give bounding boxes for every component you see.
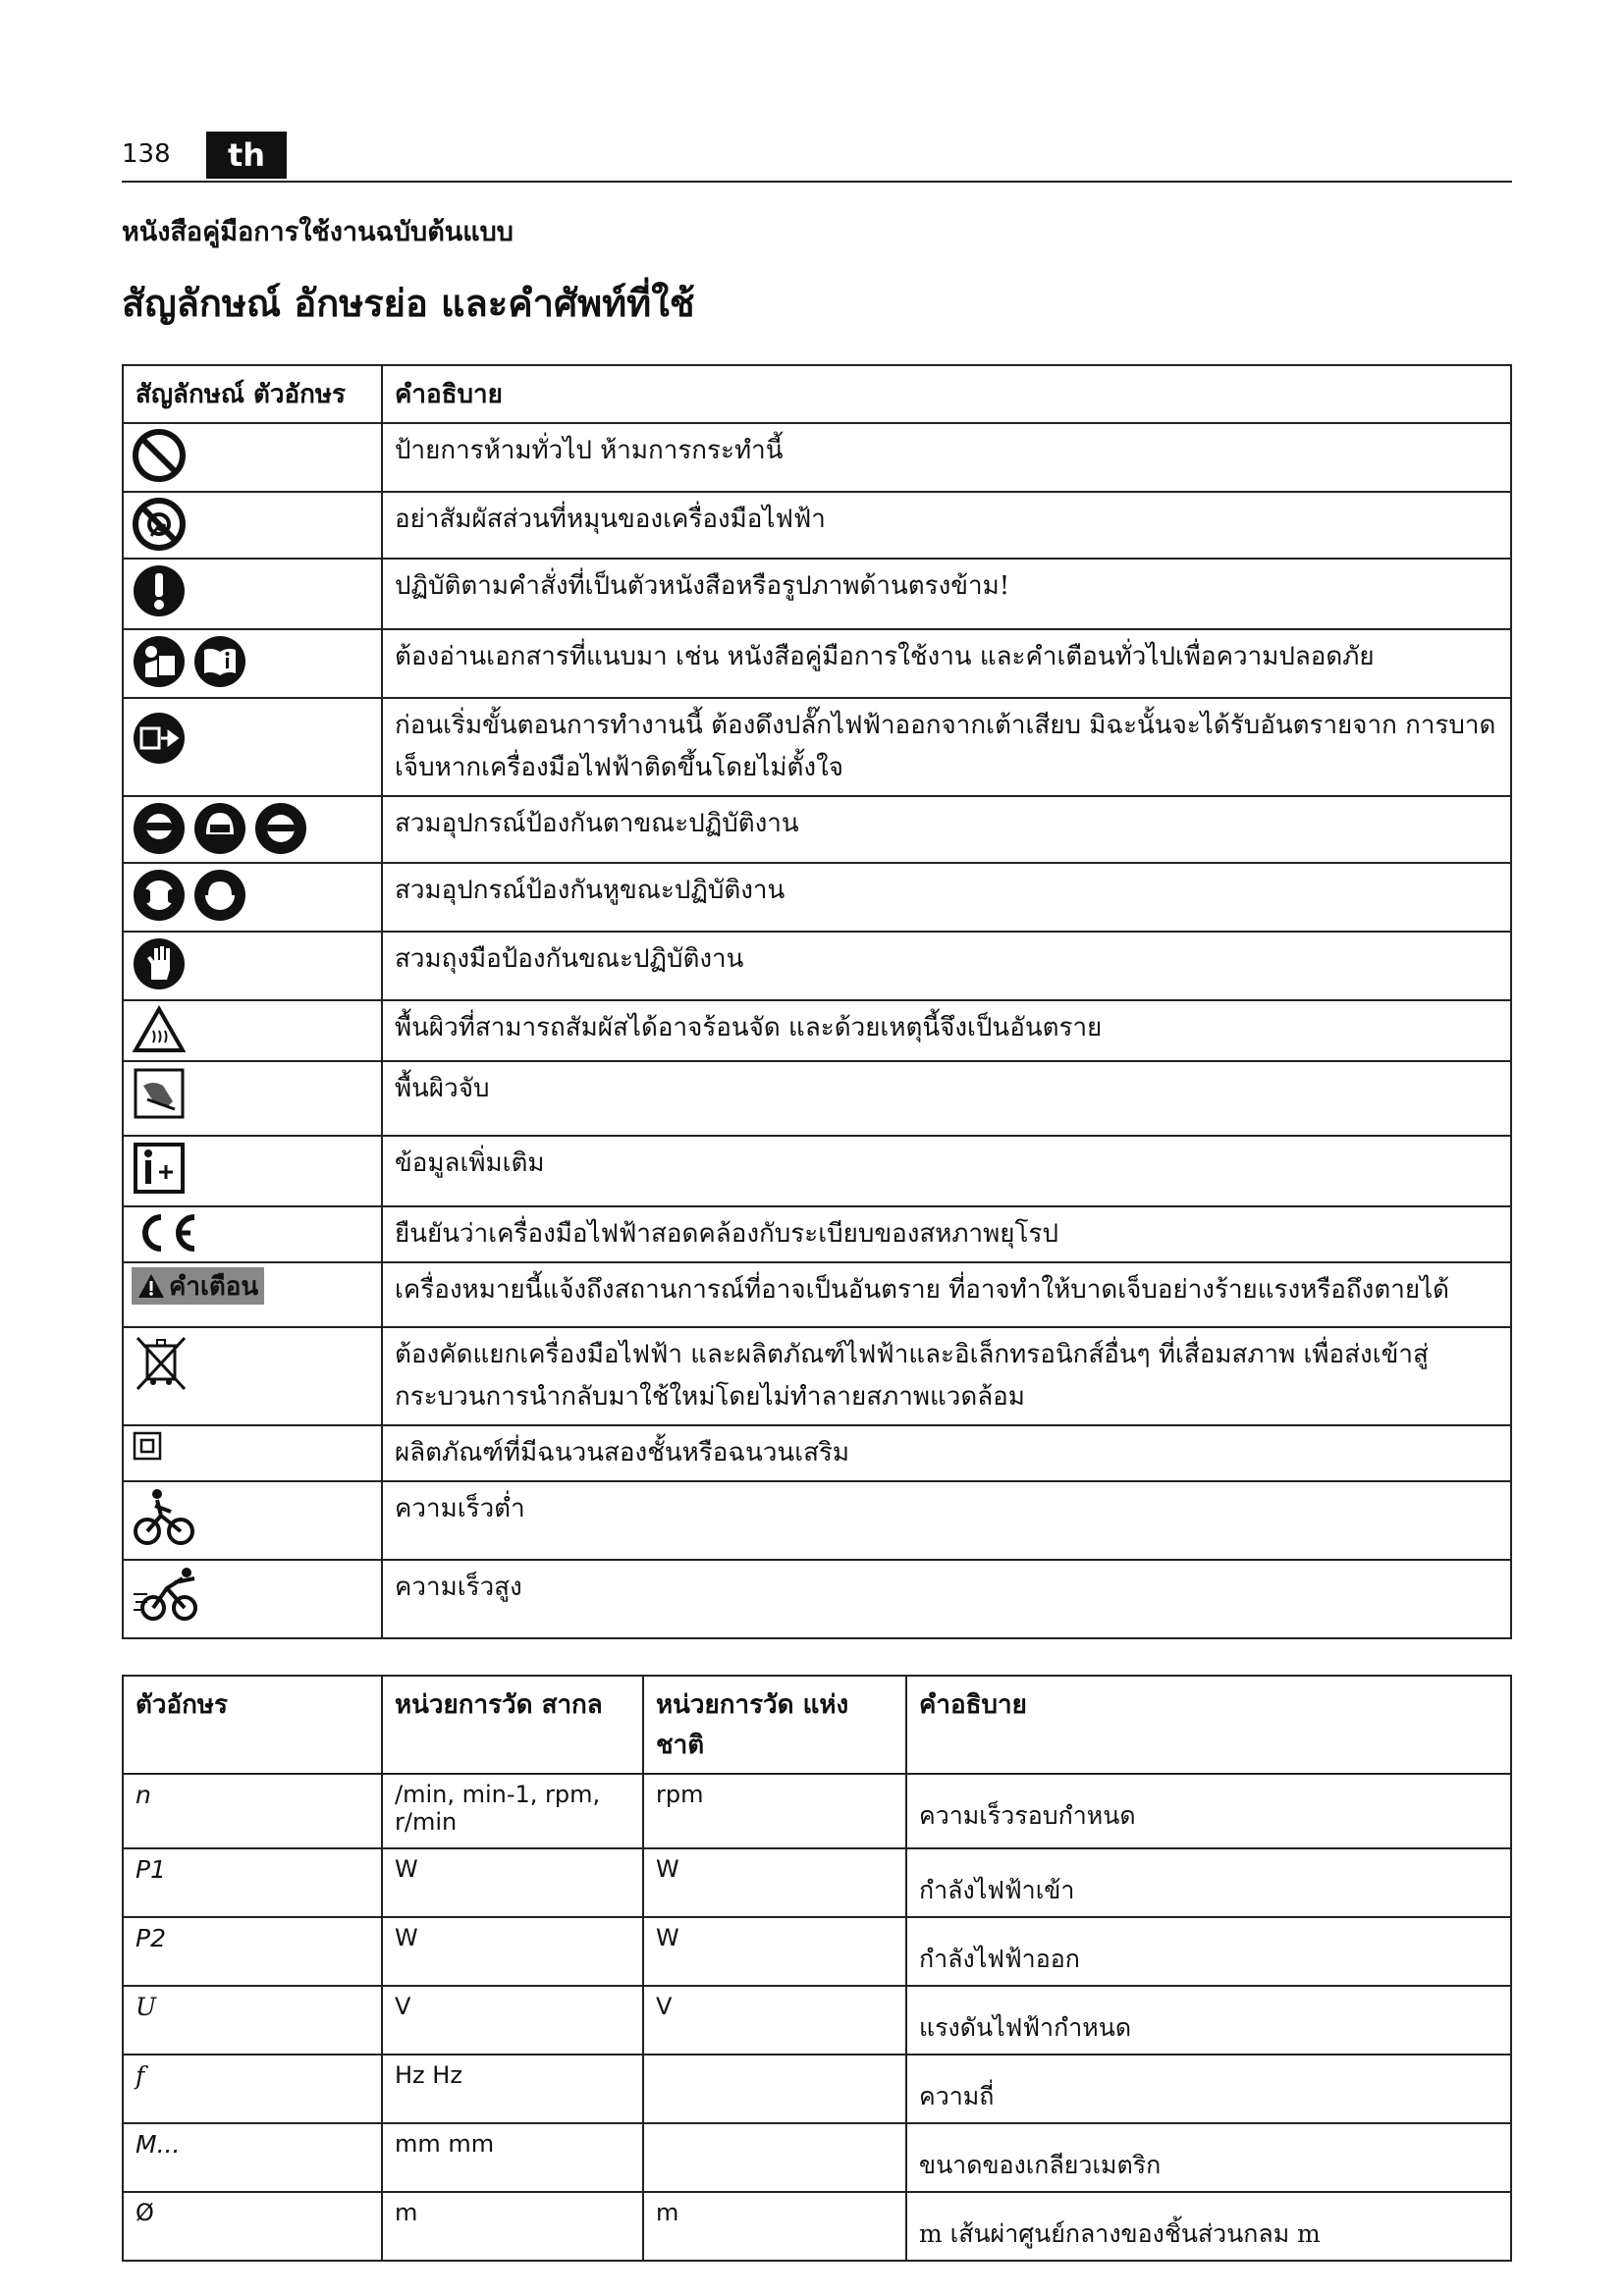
additional-info-icon <box>132 1141 187 1196</box>
table-row <box>123 1327 1511 1425</box>
document-subtitle: หนังสือคู่มือการใช้งานฉบับต้นแบบ <box>122 217 514 247</box>
table-row <box>123 1425 1511 1481</box>
table-row <box>123 1481 1511 1560</box>
symbol-description: ความเร็วต่ำ <box>382 1481 1511 1560</box>
abbr-national-unit: rpm <box>643 1774 906 1848</box>
symbol-description: ความเร็วสูง <box>382 1560 1511 1638</box>
abbr-symbol: M... <box>123 2123 382 2192</box>
symbol-description: ป้ายการห้ามทั่วไป ห้ามการกระทำนี้ <box>382 423 1511 492</box>
info-manual-icon <box>192 634 247 689</box>
language-tab <box>206 132 408 179</box>
high-speed-icon <box>132 1565 206 1624</box>
warning-triangle-icon <box>137 1273 165 1299</box>
gloves-icon <box>132 936 187 991</box>
abbr-symbol: U <box>123 1986 382 2055</box>
symbol-description: สวมถุงมือป้องกันขณะปฏิบัติงาน <box>382 932 1511 1000</box>
abbr-national-unit: m <box>643 2192 906 2261</box>
table-row <box>123 1061 1511 1136</box>
abbreviations-table <box>122 1675 1512 2262</box>
table-row <box>123 1848 1511 1917</box>
col-description-header: คำอธิบาย <box>906 1676 1511 1774</box>
ce-mark-icon <box>132 1211 200 1255</box>
symbol-description: พื้นผิวจับ <box>382 1061 1511 1136</box>
table-row <box>123 2055 1511 2123</box>
hot-surface-icon <box>132 1005 187 1054</box>
glasses-icon <box>253 801 308 856</box>
safety-goggles-icon <box>132 801 187 856</box>
warning-label-icon <box>132 1267 264 1305</box>
table-header-row <box>123 1676 1511 1774</box>
abbr-symbol: P1 <box>123 1848 382 1917</box>
abbr-intl-unit: W <box>382 1848 643 1917</box>
table-row <box>123 2123 1511 2192</box>
col-intl-unit-header: หน่วยการวัด สากล <box>382 1676 643 1774</box>
symbol-description: ต้องอ่านเอกสารที่แนบมา เช่น หนังสือคู่มือการใช้งาน และคำเตือนทั่วไปเพื่อความปลอดภัย <box>382 629 1511 698</box>
table-row <box>123 863 1511 932</box>
col-letter-header: ตัวอักษร <box>123 1676 382 1774</box>
abbr-intl-unit: W <box>382 1917 643 1986</box>
abbr-national-unit <box>643 2123 906 2192</box>
warning-label-text: คำเตือน <box>169 1271 259 1302</box>
table-row <box>123 1774 1511 1848</box>
abbr-national-unit: W <box>643 1917 906 1986</box>
symbol-description: ยืนยันว่าเครื่องมือไฟฟ้าสอดคล้องกับระเบียบของสหภาพยุโรป <box>382 1206 1511 1262</box>
symbol-description: สวมอุปกรณ์ป้องกันตาขณะปฏิบัติงาน <box>382 796 1511 863</box>
symbol-description: สวมอุปกรณ์ป้องกันหูขณะปฏิบัติงาน <box>382 863 1511 932</box>
page-title: สัญลักษณ์ อักษรย่อ และคำศัพท์ที่ใช้ <box>122 281 695 325</box>
double-insulation-icon <box>132 1430 163 1462</box>
weee-disposal-icon <box>132 1332 190 1393</box>
grip-surface-icon <box>132 1066 187 1121</box>
abbr-symbol: P2 <box>123 1917 382 1986</box>
low-speed-icon <box>132 1486 196 1549</box>
col-national-unit-header: หน่วยการวัด แห่งชาติ <box>643 1676 906 1774</box>
abbr-symbol: n <box>123 1774 382 1848</box>
table-row <box>123 1262 1511 1327</box>
symbol-description: ต้องคัดแยกเครื่องมือไฟฟ้า และผลิตภัณฑ์ไฟฟ้าและอิเล็กทรอนิกส์อื่นๆ ที่เสื่อมสภาพ เพื่อส่งเข้าสู่ กระบวนการนำกลับมาใช้ใหม่โดยไม่ทำลายสภาพแวดล้อม <box>382 1327 1511 1425</box>
abbr-symbol: f <box>123 2055 382 2123</box>
prohibition-icon <box>132 428 187 483</box>
language-code: th <box>206 132 287 179</box>
table-row <box>123 1917 1511 1986</box>
table-row <box>123 1206 1511 1262</box>
symbol-description: ผลิตภัณฑ์ที่มีฉนวนสองชั้นหรือฉนวนเสริม <box>382 1425 1511 1481</box>
table-header-row <box>123 365 1511 423</box>
table-row <box>123 796 1511 863</box>
abbr-description: ความเร็วรอบกำหนด <box>906 1774 1511 1848</box>
table-row <box>123 1136 1511 1206</box>
abbr-intl-unit: /min, min-1, rpm, r/min <box>382 1774 643 1848</box>
abbr-intl-unit: Hz Hz <box>382 2055 643 2123</box>
symbols-table <box>122 364 1512 1639</box>
table-row <box>123 698 1511 796</box>
abbr-intl-unit: mm mm <box>382 2123 643 2192</box>
abbr-description: ขนาดของเกลียวเมตริก <box>906 2123 1511 2192</box>
table-row <box>123 1000 1511 1061</box>
table-row <box>123 1560 1511 1638</box>
abbr-intl-unit: m <box>382 2192 643 2261</box>
abbr-description: m เส้นผ่าศูนย์กลางของชิ้นส่วนกลม m <box>906 2192 1511 2261</box>
symbol-description: พื้นผิวที่สามารถสัมผัสได้อาจร้อนจัด และด้วยเหตุนี้จึงเป็นอันตราย <box>382 1000 1511 1061</box>
abbr-intl-unit: V <box>382 1986 643 2055</box>
table-row <box>123 423 1511 492</box>
abbr-description: แรงดันไฟฟ้ากำหนด <box>906 1986 1511 2055</box>
table-row <box>123 629 1511 698</box>
abbr-national-unit: V <box>643 1986 906 2055</box>
face-shield-icon <box>192 801 247 856</box>
symbol-description: ข้อมูลเพิ่มเติม <box>382 1136 1511 1206</box>
abbr-symbol: Ø <box>123 2192 382 2261</box>
page-number: 138 <box>122 139 171 169</box>
table-row <box>123 2192 1511 2261</box>
unplug-icon <box>132 711 187 766</box>
table-row <box>123 932 1511 1000</box>
mandatory-action-icon <box>132 563 187 618</box>
col-symbol-header: สัญลักษณ์ ตัวอักษร <box>123 365 382 423</box>
col-description-header: คำอธิบาย <box>382 365 1511 423</box>
table-row <box>123 1986 1511 2055</box>
do-not-touch-rotating-icon <box>132 497 187 552</box>
abbr-national-unit: W <box>643 1848 906 1917</box>
abbr-description: ความถี่ <box>906 2055 1511 2123</box>
symbol-description: เครื่องหมายนี้แจ้งถึงสถานการณ์ที่อาจเป็นอันตราย ที่อาจทำให้บาดเจ็บอย่างร้ายแรงหรือถึงตายได้ <box>382 1262 1511 1327</box>
page-header <box>122 132 1512 183</box>
table-row <box>123 559 1511 629</box>
symbol-description: ปฏิบัติตามคำสั่งที่เป็นตัวหนังสือหรือรูปภาพด้านตรงข้าม! <box>382 559 1511 629</box>
symbol-description: ก่อนเริ่มขั้นตอนการทำงานนี้ ต้องดึงปลั๊กไฟฟ้าออกจากเต้าเสียบ มิฉะนั้นจะได้รับอันตรายจาก การบาดเจ็บหากเครื่องมือไฟฟ้าติดขึ้นโดยไม่ตั้งใจ <box>382 698 1511 796</box>
abbr-description: กำลังไฟฟ้าออก <box>906 1917 1511 1986</box>
abbr-national-unit <box>643 2055 906 2123</box>
table-row <box>123 492 1511 559</box>
ear-protection-icon <box>132 868 187 923</box>
symbol-description: อย่าสัมผัสส่วนที่หมุนของเครื่องมือไฟฟ้า <box>382 492 1511 559</box>
abbr-description: กำลังไฟฟ้าเข้า <box>906 1848 1511 1917</box>
read-manual-icon <box>132 634 187 689</box>
ear-muffs-icon <box>192 868 247 923</box>
